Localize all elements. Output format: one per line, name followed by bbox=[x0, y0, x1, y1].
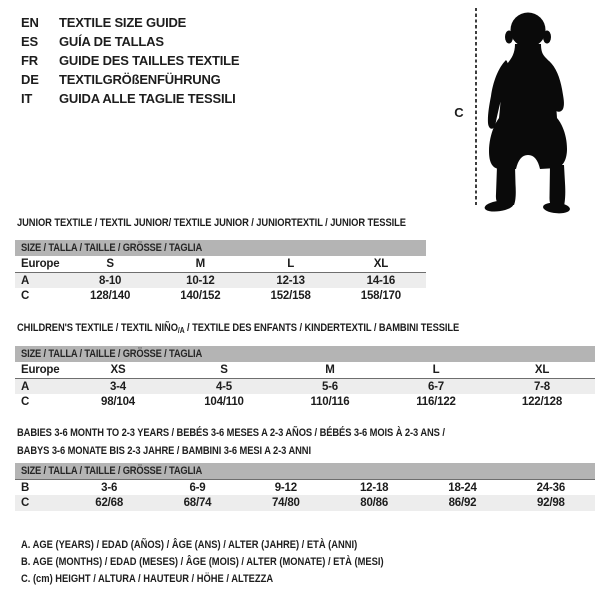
table-header-label: SIZE / TALLA / TAILLE / GRÖSSE / TAGLIA bbox=[21, 348, 203, 360]
cell: 4-5 bbox=[215, 380, 233, 393]
cell: 104/110 bbox=[204, 396, 244, 408]
cell: 122/128 bbox=[521, 396, 563, 408]
cell: 3-4 bbox=[109, 380, 127, 393]
table-row-a bbox=[15, 378, 595, 394]
table-row-c bbox=[15, 288, 426, 304]
language-row-en bbox=[21, 13, 239, 32]
language-title: GUÍA DE TALLAS bbox=[59, 34, 164, 49]
language-row-es bbox=[21, 32, 239, 51]
table-row-europe bbox=[15, 256, 426, 272]
cell: 12-13 bbox=[276, 274, 305, 287]
language-code: ES bbox=[21, 34, 38, 49]
language-title: TEXTILE SIZE GUIDE bbox=[59, 15, 187, 30]
language-row-it bbox=[21, 89, 239, 108]
cell: L bbox=[432, 364, 440, 376]
language-code: FR bbox=[21, 53, 38, 68]
language-row-de bbox=[21, 70, 239, 89]
language-title-list bbox=[21, 13, 239, 108]
cell: XL bbox=[373, 258, 389, 270]
cell: 74/80 bbox=[271, 497, 300, 509]
section-title-babies-line1 bbox=[17, 427, 520, 439]
row-label: C bbox=[21, 396, 30, 408]
cell: 14-16 bbox=[366, 274, 396, 287]
title-subscript: /A bbox=[177, 326, 185, 335]
cell: 10-12 bbox=[186, 274, 215, 287]
cell: 24-36 bbox=[536, 481, 566, 494]
footnote-c bbox=[21, 571, 448, 588]
cell: 152/158 bbox=[270, 290, 311, 302]
row-label: A bbox=[21, 274, 30, 287]
cell: 158/170 bbox=[360, 290, 401, 302]
section-title-junior bbox=[17, 217, 475, 229]
table-header-band bbox=[15, 463, 595, 479]
table-row-c bbox=[15, 495, 595, 511]
cell: M bbox=[195, 258, 206, 270]
language-title: TEXTILGRÖßENFÜHRUNG bbox=[59, 72, 221, 87]
cell: 110/116 bbox=[310, 396, 350, 408]
table-header-band bbox=[15, 346, 595, 362]
row-label: C bbox=[21, 497, 30, 509]
cell: 116/122 bbox=[416, 396, 456, 408]
footnotes bbox=[21, 537, 448, 588]
cell: XL bbox=[534, 364, 550, 376]
table-row-a bbox=[15, 272, 426, 288]
table-header-label: SIZE / TALLA / TAILLE / GRÖSSE / TAGLIA bbox=[21, 465, 203, 477]
language-title: GUIDE DES TAILLES TEXTILE bbox=[59, 53, 240, 68]
table-row-c bbox=[15, 394, 595, 410]
cell: 12-18 bbox=[359, 481, 389, 494]
table-row-europe bbox=[15, 362, 595, 378]
footnote-b bbox=[21, 554, 448, 571]
cell: 9-12 bbox=[274, 481, 297, 494]
cell: 128/140 bbox=[90, 290, 131, 302]
cell: 3-6 bbox=[101, 481, 118, 494]
cell: 140/152 bbox=[180, 290, 221, 302]
table-row-b bbox=[15, 479, 595, 495]
language-row-fr bbox=[21, 51, 239, 70]
footnote-text: B. AGE (MONTHS) / EDAD (MESES) / ÂGE (MOIS) / ALTER (MONATE) / ETÀ (MESI) bbox=[21, 556, 384, 568]
language-code: DE bbox=[21, 72, 39, 87]
section-title-babies-line2 bbox=[17, 445, 363, 457]
cell: M bbox=[325, 364, 335, 376]
section-title-text: BABYS 3-6 MONATE BIS 2-3 JAHRE / BAMBINI 3-6 MESI A 2-3 ANNI bbox=[17, 445, 311, 457]
language-title: GUIDA ALLE TAGLIE TESSILI bbox=[59, 91, 236, 106]
cell: 18-24 bbox=[448, 481, 477, 494]
cell: 6-9 bbox=[189, 481, 206, 494]
footnote-text: A. AGE (YEARS) / EDAD (AÑOS) / ÂGE (ANS) / ALTER (JAHRE) / ETÀ (ANNI) bbox=[21, 539, 358, 551]
cell: 80/86 bbox=[360, 497, 389, 509]
cell: 5-6 bbox=[321, 380, 339, 393]
cell: 7-8 bbox=[533, 380, 551, 393]
footnote-text: C. (cm) HEIGHT / ALTURA / HAUTEUR / HÖHE / ALTEZZA bbox=[21, 573, 274, 585]
table-header-label: SIZE / TALLA / TAILLE / GRÖSSE / TAGLIA bbox=[21, 242, 203, 254]
cell: S bbox=[106, 258, 114, 270]
cell: XS bbox=[110, 364, 126, 376]
babies-size-table bbox=[15, 463, 595, 511]
height-measure-dashed-line bbox=[475, 8, 477, 206]
cell: 86/92 bbox=[448, 497, 477, 509]
row-label: C bbox=[21, 290, 30, 302]
language-code: IT bbox=[21, 91, 33, 106]
section-title-text: BABIES 3-6 MONTH TO 2-3 YEARS / BEBÉS 3-6 MESES A 2-3 AÑOS / BÉBÉS 3-6 MOIS À 2-3 ANS / bbox=[17, 427, 445, 439]
cell: 62/68 bbox=[95, 497, 124, 509]
title-part: / TEXTILE DES ENFANTS / KINDERTEXTIL / BAMBINI TESSILE bbox=[184, 322, 460, 334]
footnote-a bbox=[21, 537, 448, 554]
cell: 6-7 bbox=[427, 380, 445, 393]
cell: 98/104 bbox=[101, 396, 135, 408]
row-label: Europe bbox=[21, 364, 60, 376]
language-code: EN bbox=[21, 15, 39, 30]
junior-size-table bbox=[15, 240, 426, 304]
cell: L bbox=[287, 258, 295, 270]
cell: 68/74 bbox=[183, 497, 212, 509]
childrens-size-table bbox=[15, 346, 595, 410]
table-header-band bbox=[15, 240, 426, 256]
height-measure-label: C bbox=[454, 105, 464, 120]
section-title-childrens bbox=[17, 322, 537, 335]
toddler-silhouette-icon bbox=[483, 8, 580, 214]
cell: S bbox=[220, 364, 228, 376]
cell: 92/98 bbox=[536, 497, 565, 509]
section-title-text bbox=[17, 322, 459, 335]
row-label: Europe bbox=[21, 258, 60, 270]
cell: 8-10 bbox=[99, 274, 122, 287]
section-title-text: JUNIOR TEXTILE / TEXTIL JUNIOR/ TEXTILE JUNIOR / JUNIORTEXTIL / JUNIOR TESSILE bbox=[17, 217, 406, 229]
row-label: B bbox=[21, 481, 30, 494]
title-part: CHILDREN'S TEXTILE / TEXTIL NIÑO bbox=[17, 322, 178, 334]
row-label: A bbox=[21, 380, 30, 393]
